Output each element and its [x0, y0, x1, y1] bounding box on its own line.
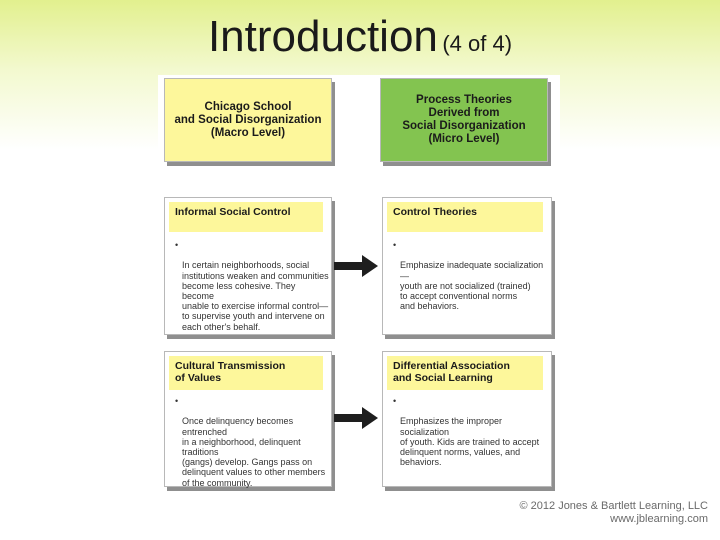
bullet-icon: • — [175, 240, 179, 250]
informal-social-control-description: In certain neighborhoods, social institutions weaken and communities become less cohesive. They become unable to exercise informal control— to supervise youth and intervene on each other's behalf. — [182, 260, 329, 332]
informal-social-control-title: Informal Social Control — [169, 202, 323, 232]
control-theories-box — [382, 197, 552, 335]
arrow-shape — [334, 255, 378, 277]
bullet-icon: • — [393, 240, 397, 250]
informal-social-control-text — [175, 240, 329, 342]
macro-level-header-box — [164, 78, 332, 162]
control-theories-text — [393, 240, 551, 322]
copyright-footer — [520, 500, 709, 526]
macro-level-header: Chicago School and Social Disorganization (Macro Level) — [165, 79, 331, 161]
bullet-icon: • — [175, 396, 179, 406]
differential-association-text — [393, 396, 551, 478]
cultural-transmission-text — [175, 396, 329, 498]
title-main: Introduction — [207, 12, 438, 61]
differential-association-box — [382, 351, 552, 487]
micro-level-header-box — [380, 78, 548, 162]
differential-association-description: Emphasizes the improper socialization of youth. Kids are trained to accept delinquent norms, values, and behaviors. — [400, 416, 540, 468]
control-theories-description: Emphasize inadequate socialization— youth are not socialized (trained) to accept conventional norms and behaviors. — [400, 260, 544, 312]
copyright-text: © 2012 Jones & Bartlett Learning, LLC — [519, 500, 708, 512]
cultural-transmission-box — [164, 351, 332, 487]
arrow-shape — [334, 407, 378, 429]
differential-association-title: Differential Association and Social Learning — [387, 356, 543, 390]
title-subtitle: (4 of 4) — [442, 31, 513, 56]
cultural-transmission-description: Once delinquency becomes entrenched in a neighborhood, delinquent traditions (gangs) develop. Gangs pass on delinquent values to other members of the community. — [182, 416, 326, 488]
informal-social-control-box — [164, 197, 332, 335]
arrow-right-icon — [332, 253, 380, 279]
arrow-right-icon — [332, 405, 380, 431]
cultural-transmission-title: Cultural Transmission of Values — [169, 356, 323, 390]
publisher-url: www.jblearning.com — [610, 513, 708, 525]
control-theories-title: Control Theories — [387, 202, 543, 232]
bullet-icon: • — [393, 396, 397, 406]
slide-title — [0, 12, 720, 62]
micro-level-header: Process Theories Derived from Social Disorganization (Micro Level) — [381, 79, 547, 161]
diagram-canvas — [158, 75, 560, 493]
